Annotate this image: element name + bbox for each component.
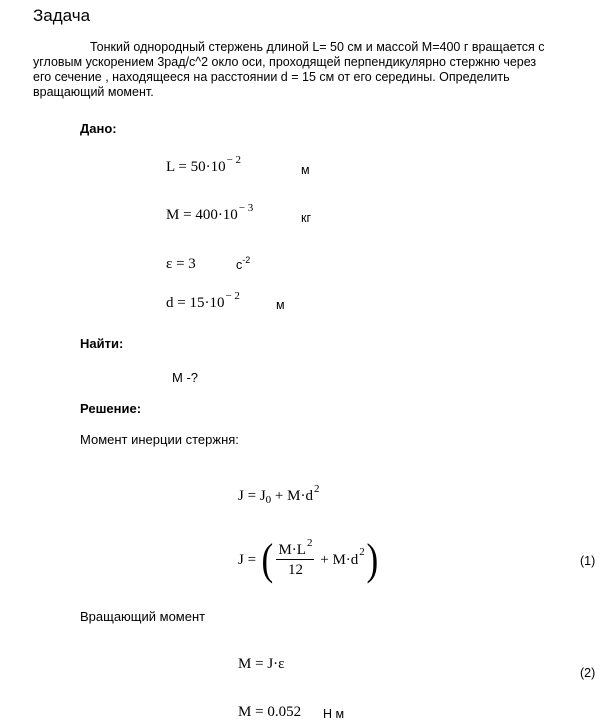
problem-line: Тонкий однородный стержень длиной L= 50 см и массой M=400 г вращается с — [90, 40, 545, 54]
inertia-formula-1: J = ( $\frac{M\cdot L^2}{12}$ + M·d $^2$ ) — [238, 535, 378, 584]
equation-number-2: (2) — [580, 666, 596, 680]
close-paren: ) — [366, 535, 378, 584]
result-unit: Н м — [323, 707, 345, 721]
torque-formula-2: M = J·ε — [238, 656, 285, 672]
open-paren: ( — [261, 535, 274, 584]
problem-line: вращающий момент. — [33, 85, 154, 99]
problem-statement — [33, 40, 605, 100]
find-heading: Найти: — [80, 336, 124, 351]
inertia-label: Момент инерции стержня: — [80, 432, 239, 447]
given-length-unit: м — [301, 163, 310, 177]
problem-line: его сечение , находящееся на расстоянии d = 15 см от его середины. Определить — [33, 70, 510, 84]
result-formula: M = 0.052 — [238, 704, 302, 720]
fraction: $\frac{M\cdot L^2}{12}$ — [278, 536, 313, 578]
given-acceleration-unit: $с^{-2}$ — [236, 255, 251, 272]
given-heading: Дано: — [80, 121, 117, 136]
solution-heading: Решение: — [80, 401, 142, 416]
given-distance-formula: $d = 15\cdot 10^{- 2}$ — [166, 290, 240, 311]
page-title: Задача — [33, 6, 91, 25]
find-value: M -? — [172, 370, 198, 385]
given-distance-unit: м — [276, 298, 285, 312]
given-mass-unit: кг — [301, 211, 312, 225]
equation-number-1: (1) — [580, 554, 596, 568]
inertia-parallel-axis-formula: $J = J_0 + M\cdot d^2$ — [238, 483, 320, 506]
problem-line: угловым ускорением 3рад/с^2 окло оси, проходящей перпендикулярно стержню через — [33, 55, 537, 69]
given-acceleration-formula: ε = 3 — [166, 256, 196, 272]
torque-label: Вращающий момент — [80, 609, 206, 624]
given-mass-formula: $M = 400\cdot 10^{- 3}$ — [166, 202, 254, 223]
given-length-formula: $L = 50\cdot 10^{- 2}$ — [166, 154, 242, 175]
